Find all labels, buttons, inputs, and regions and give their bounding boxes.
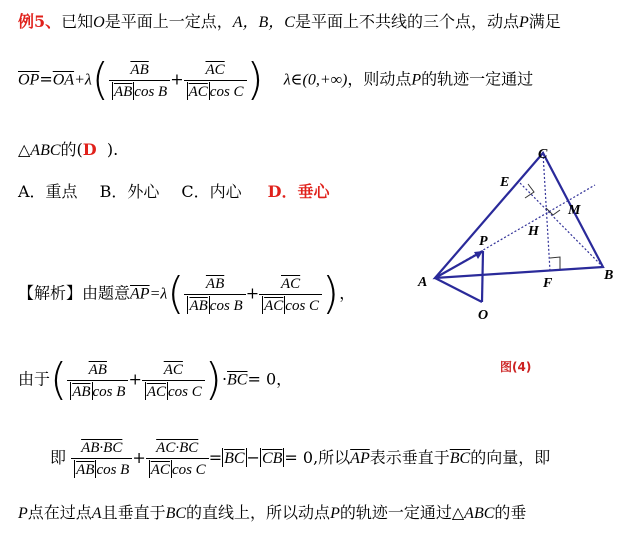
- option-d: D．垂心: [267, 182, 330, 201]
- label-o: O: [478, 308, 489, 323]
- option-a: A．重点: [18, 182, 78, 201]
- fraction-ab: $\frac{\overline{AB}}{\overline{AB} \cos B}$: [109, 59, 170, 102]
- problem-line-1: 例5、已知O是平面上一定点，A，B，C是平面上不共线的三个点，动点P满足: [18, 12, 561, 31]
- label-b: B: [604, 268, 614, 283]
- label-f: F: [543, 276, 553, 291]
- triangle-figure: [410, 140, 630, 330]
- segment-ao: [435, 278, 482, 302]
- label-m: M: [568, 203, 581, 218]
- analysis-line-2: 由于( $\frac{\overline{AB}}{\overline{AB} \cos B}$ + $\frac{\overline{AC}}{\overline{AC} \cos C}$ )$\cdot\overline{BC}= 0$，: [18, 354, 293, 405]
- analysis-line-3: 即 $\frac{AB\cdot BC}{\overline{AB} \cos B}$ + $\frac{AC\cdot BC}{\overline{AC} \cos C}$ = $\overline{BC} - \overline{CB} = 0$,所以$\overline{AP}$表示垂直于$\overline{BC}$的向量，即: [50, 437, 550, 480]
- analysis-line-1: 【解析】由题意$\overline{AP}=\lambda$( $\frac{\overline{AB}}{\overline{AB} \cos B}$ + $\frac{\overline{AC}}{\overline{AC} \cos C}$ )，: [18, 268, 356, 319]
- fraction-ac: $\frac{\overline{AC}}{\overline{AC} \cos C}$: [184, 59, 247, 102]
- segment-po: [482, 251, 483, 302]
- options: [18, 182, 329, 202]
- problem-label: 例5、: [18, 12, 62, 31]
- label-e: E: [500, 175, 510, 190]
- right-angle-f: [550, 257, 560, 269]
- analysis-line-4: P点在过点A且垂直于BC的直线上，所以动点P的轨迹一定通过△ABC的垂: [18, 503, 527, 522]
- label-a: A: [418, 275, 428, 290]
- problem-equation: $\overline{OP}=\overline{OA}+\lambda$( $\frac{\overline{AB}}{\overline{AB} \cos B}$ + $\frac{\overline{AC}}{\overline{AC} \cos C}$ ) λ∈(0,+∞)，则动点P的轨迹一定通过: [18, 54, 534, 105]
- label-p: P: [479, 234, 488, 249]
- figure-caption: 图(4): [500, 360, 532, 374]
- label-h: H: [528, 224, 539, 239]
- problem-line-3: △ABC的(D ).: [18, 140, 119, 159]
- option-b: B．外心: [99, 182, 160, 201]
- option-c: C．内心: [181, 182, 242, 201]
- label-c: C: [538, 147, 548, 162]
- answer: D: [82, 140, 97, 159]
